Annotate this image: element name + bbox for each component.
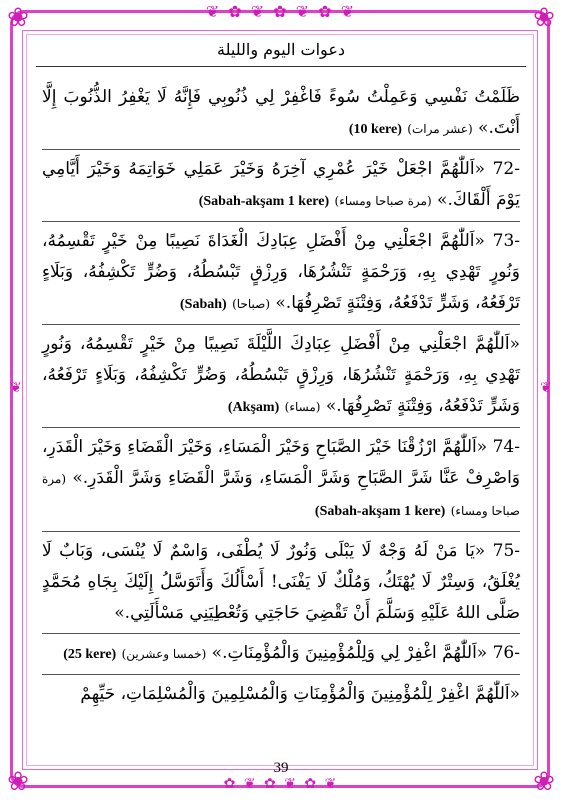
dua-paragraph bbox=[42, 677, 520, 714]
dua-text: «اَللّٰهُمَّ اغْفِرْ لِلْمُؤْمِنِينَ وَالْمُؤْمِنَاتِ وَالْمُسْلِمِينَ وَالْمُسْلِمَاتِ، حَيِّهِمْ bbox=[80, 684, 520, 704]
dua-number: 74- bbox=[492, 437, 520, 457]
dua-count-translit: (Sabah-akşam 1 kere) bbox=[314, 504, 446, 519]
dua-text: «اَللّٰهُمَّ اجْعَلْنِي مِنْ أَفْضَلِ عِبَادِكَ اللَّيْلَةَ نَصِيبًا مِنْ خَيْرٍ تَقْسِمُهُ، وَنُورٍ تَهْدِي بِهِ، وَرَحْمَةٍ تَنْشُرُهَا، وَرِزْقٍ تَبْسُطُهُ، وَضُرٍّ تَكْشِفُهُ، وَبَلَاءٍ تَرْفَعُهُ، وَشَرٍّ تَدْفَعُهُ، وَفِتْنَةٍ تَصْرِفُهَا.» bbox=[42, 334, 520, 416]
dua-text: «اَللّٰهُمَّ اجْعَلْنِي مِنْ أَفْضَلِ عِبَادِكَ الْغَدَاةَ نَصِيبًا مِنْ خَيْرٍ تَقْسِمُهُ، وَنُورٍ تَهْدِي بِهِ، وَرَحْمَةٍ تَنْشُرُهَا، وَرِزْقٍ تَبْسُطُهُ، وَضُرٍّ تَكْشِفُهُ، وَبَلَاءٍ تَرْفَعُهُ، وَشَرٍّ تَدْفَعُهُ، وَفِتْنَةٍ تَصْرِفُهَا.» bbox=[42, 231, 520, 313]
dua-count-note: (خمسا وعشرين) bbox=[121, 647, 207, 661]
paragraph-divider bbox=[42, 674, 520, 675]
page-content bbox=[42, 80, 520, 714]
floral-corner-icon: ❀ bbox=[7, 3, 29, 33]
dua-count-note: (صباحا) bbox=[232, 297, 270, 311]
dua-paragraph bbox=[42, 430, 520, 531]
dua-count-note: (عشر مرات) bbox=[407, 122, 473, 136]
dua-paragraph bbox=[42, 636, 520, 674]
floral-border-icon: ❦ ✿ ❦ ✿ ❦ ✿ ❦ bbox=[205, 2, 357, 21]
dua-count-translit: (Sabah-akşam 1 kere) bbox=[198, 194, 330, 209]
floral-corner-icon: ❀ bbox=[533, 767, 555, 797]
dua-count-note: (مرة صباحا ومساء) bbox=[42, 472, 520, 518]
paragraph-divider bbox=[42, 221, 520, 222]
dua-number: 76- bbox=[492, 643, 520, 663]
dua-count-translit: (Sabah) bbox=[180, 297, 227, 312]
running-header: دعوات اليوم والليلة bbox=[217, 40, 345, 59]
dua-text: «اَللّٰهُمَّ ارْزُقْنَا خَيْرَ الصَّبَاحِ وَخَيْرَ الْمَسَاءِ، وَخَيْرَ الْقَضَاءِ وَخَيْرَ الْقَدَرِ، وَاصْرِفْ عَنَّا شَرَّ الصَّبَاحِ وَشَرَّ الْمَسَاءِ، وَشَرَّ الْقَضَاءِ وَشَرَّ الْقَدَرِ.» bbox=[42, 437, 520, 488]
dua-paragraph bbox=[42, 327, 520, 427]
dua-number: 72- bbox=[492, 159, 520, 179]
dua-count-note: (مساء) bbox=[284, 400, 321, 414]
page-number: 39 bbox=[273, 760, 289, 776]
dua-paragraph bbox=[42, 224, 520, 324]
dua-text: «اَللّٰهُمَّ اغْفِرْ لِي وَلِلْمُؤْمِنِينَ وَالْمُؤْمِنَاتِ.» bbox=[211, 643, 488, 663]
floral-border-icon: ❦ bbox=[10, 380, 22, 396]
header-divider bbox=[36, 66, 526, 67]
dua-number: 75- bbox=[492, 541, 521, 561]
dua-text: «اَللّٰهُمَّ اجْعَلْ خَيْرَ عُمْرِي آخِرَهُ وَخَيْرَ عَمَلِي خَوَاتِمَهُ وَخَيْرَ أَيَّامِي يَوْمَ أَلْقَاكَ.» bbox=[42, 159, 520, 210]
paragraph-divider bbox=[42, 633, 520, 634]
floral-corner-icon: ❀ bbox=[7, 767, 29, 797]
paragraph-divider bbox=[42, 324, 520, 325]
paragraph-divider bbox=[42, 427, 520, 428]
paragraph-divider bbox=[42, 531, 520, 532]
dua-count-note: (مرة صباحا ومساء) bbox=[334, 194, 432, 208]
floral-border-icon: ✿ ❦ ✿ ❦ ✿ ❦ bbox=[223, 776, 339, 792]
dua-count-translit: (10 kere) bbox=[348, 122, 402, 137]
dua-number: 73- bbox=[492, 231, 521, 251]
dua-paragraph bbox=[42, 534, 520, 633]
floral-border-icon: ❦ bbox=[540, 380, 552, 396]
dua-paragraph bbox=[42, 80, 520, 149]
dua-count-translit: (25 kere) bbox=[63, 647, 117, 662]
dua-text: ظَلَمْتُ نَفْسِي وَعَمِلْتُ سُوءً فَاغْفِرْ لِي ذُنُوبِي فَإِنَّهُ لَا يَغْفِرُ الذُّنُوبَ إِلَّا أَنْتَ.» bbox=[42, 87, 520, 138]
dua-text: «يَا مَنْ لَهُ وَجْهٌ لَا يَبْلَى وَنُورٌ لَا يُطْفَى، وَاسْمٌ لَا يُنْسَى، وَبَابٌ لَا يُغْلَقُ، وَسِتْرٌ لَا يُهْتَكُ، وَمُلْكٌ لَا يَفْنَى! أَسْأَلُكَ وَأَتَوَسَّلُ إِلَيْكَ بِجَاهِ مُحَمَّدٍ صَلَّى اللهُ عَلَيْهِ وَسَلَّمَ أَنْ تَقْضِيَ حَاجَتِي وَتُعْطِيَنِي مَسْأَلَتِي.» bbox=[42, 541, 520, 623]
dua-paragraph bbox=[42, 152, 520, 221]
dua-count-translit: (Akşam) bbox=[227, 400, 280, 415]
paragraph-divider bbox=[42, 149, 520, 150]
floral-corner-icon: ❀ bbox=[533, 3, 555, 33]
